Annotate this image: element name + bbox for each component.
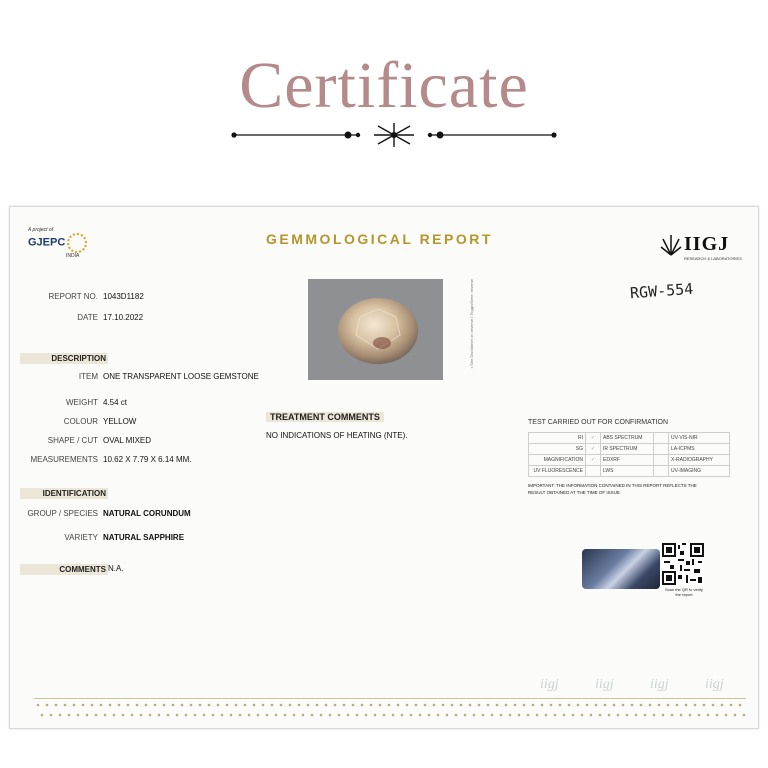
description-heading: DESCRIPTION: [20, 353, 108, 364]
identification-heading: IDENTIFICATION: [20, 488, 108, 499]
gjepc-logo: A project of GJEPC INDIA: [28, 227, 87, 259]
handwritten-reference: RGW-554: [629, 279, 694, 303]
shape-value: OVAL MIXED: [103, 436, 152, 445]
iigj-emblem-icon: [660, 231, 682, 257]
qr-caption: Scan the QR to verify the report: [664, 587, 703, 597]
gemstone-photo: [308, 279, 443, 380]
disclaimer-vertical-note: • See Disclaimer on reverse • Подробнее: reverse: [469, 279, 474, 369]
weight-value: 4.54 ct: [103, 398, 128, 407]
item-value: ONE TRANSPARENT LOOSE GEMSTONE: [103, 372, 259, 381]
table-row: SG ✓ IR SPECTRUM LA-ICPMS: [529, 444, 730, 455]
report-no-label: REPORT NO.: [48, 292, 98, 301]
tests-table: [528, 432, 730, 477]
species-label: GROUP / SPECIES: [27, 509, 98, 518]
colour-value: YELLOW: [103, 417, 137, 426]
watermark-logo: iigj: [540, 677, 559, 692]
table-row: UV FLUORESCENCE LWS UV-IMAGING: [529, 466, 730, 477]
variety-label: VARIETY: [64, 533, 98, 542]
watermark-logo: iigj: [705, 677, 724, 692]
comments-heading: COMMENTS: [20, 564, 108, 575]
table-row: RI ✓ ABS SPECTRUM UV-VIS-NIR: [529, 433, 730, 444]
report-no-value: 1043D1182: [103, 292, 144, 301]
tests-heading: TEST CARRIED OUT FOR CONFIRMATION: [528, 419, 669, 426]
measurements-label: MEASUREMENTS: [30, 455, 98, 464]
treatment-heading: TREATMENT COMMENTS: [266, 412, 384, 422]
date-label: DATE: [77, 313, 98, 322]
gemmological-report-card: [9, 206, 759, 729]
measurements-value: 10.62 X 7.79 X 6.14 MM.: [103, 455, 192, 464]
watermark-logo: iigj: [650, 677, 669, 692]
weight-label: WEIGHT: [66, 398, 98, 407]
comments-value: N.A.: [108, 564, 124, 573]
shape-label: SHAPE / CUT: [47, 436, 98, 445]
page-title: Certificate: [239, 49, 529, 122]
variety-value: NATURAL SAPPHIRE: [103, 533, 185, 542]
table-row: MAGNIFICATION ✓ EDXRF X-RADIOGRAPHY: [529, 455, 730, 466]
species-value: NATURAL CORUNDUM: [103, 509, 191, 518]
title-divider-ornament: [228, 122, 560, 148]
gjepc-emblem-icon: [67, 233, 87, 253]
item-label: ITEM: [78, 372, 98, 381]
hologram-sticker: [582, 549, 660, 589]
report-title: GEMMOLOGICAL REPORT: [266, 231, 493, 247]
decorative-border: [34, 698, 746, 721]
iigj-logo: IIGJ RESEARCH & LABORATORIES: [660, 231, 682, 262]
important-note: IMPORTANT: THE INFORMATION CONTAINED IN THIS REPORT REFLECTS THE RESULT OBTAINED AT THE TIME OF ISSUE.: [528, 483, 697, 495]
colour-label: COLOUR: [63, 417, 98, 426]
date-value: 17.10.2022: [103, 313, 144, 322]
treatment-value: NO INDICATIONS OF HEATING (NTE).: [266, 431, 408, 440]
watermark-logo: iigj: [595, 677, 614, 692]
qr-code-icon[interactable]: [662, 543, 704, 585]
